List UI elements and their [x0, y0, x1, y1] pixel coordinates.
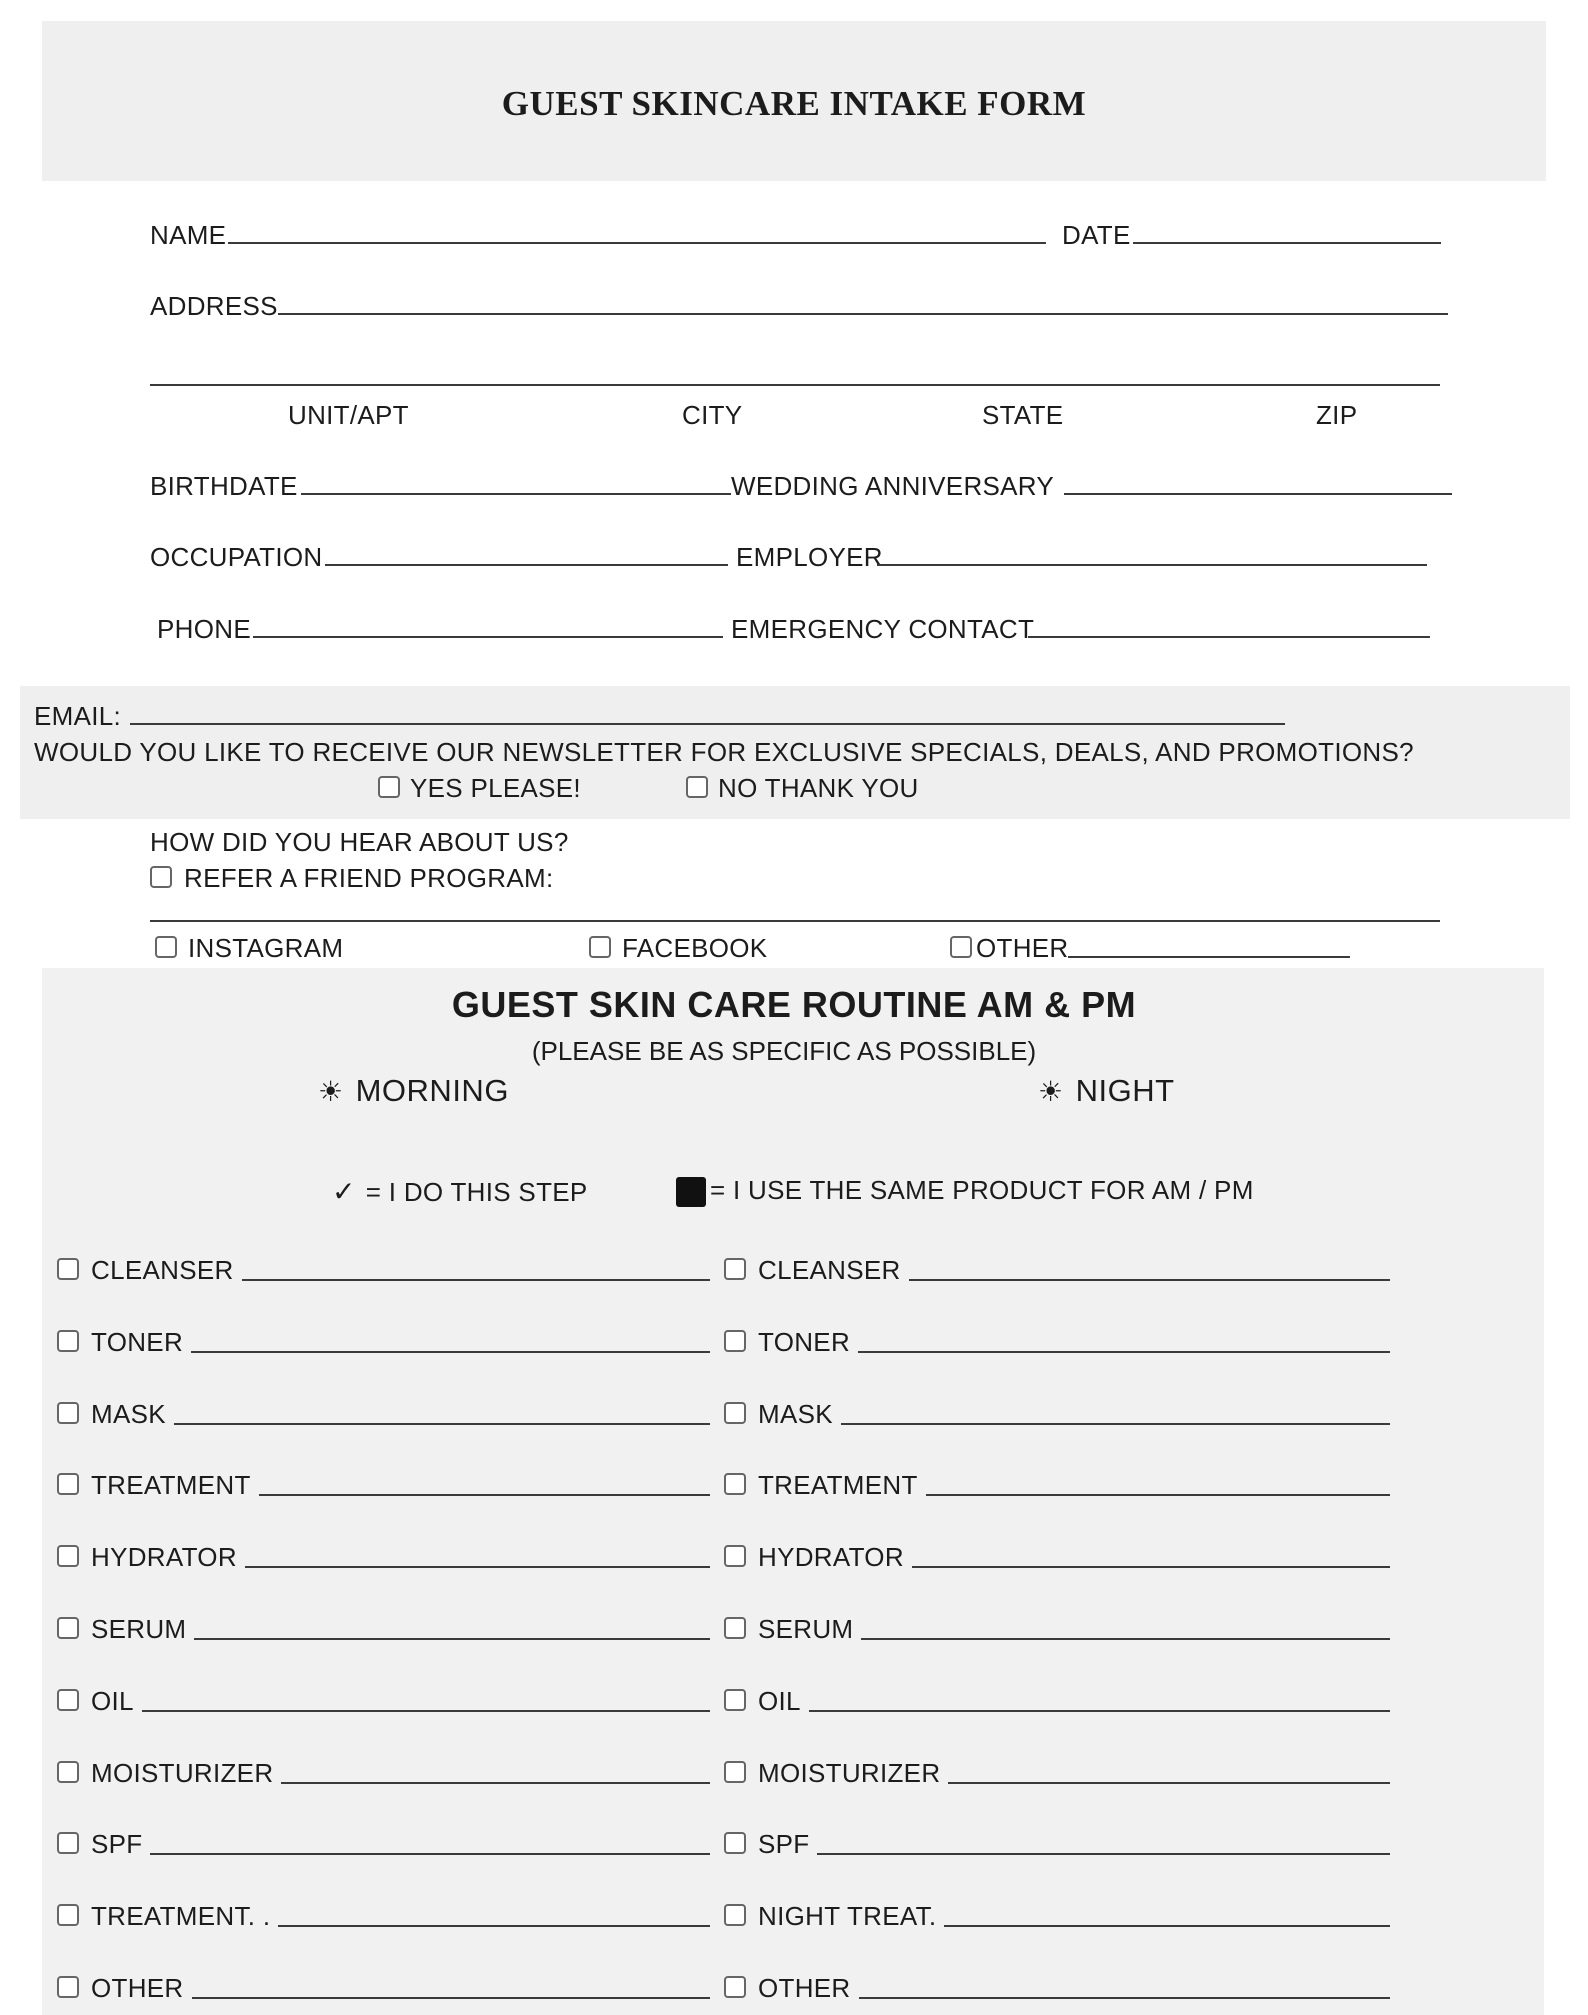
- am-step-field[interactable]: [191, 1351, 710, 1353]
- pm-step-checkbox[interactable]: [724, 1545, 746, 1567]
- other-source-field[interactable]: [1068, 956, 1350, 958]
- am-step-checkbox[interactable]: [57, 1473, 79, 1495]
- routine-subtitle: (PLEASE BE AS SPECIFIC AS POSSIBLE): [531, 1036, 1037, 1066]
- pm-step-label: TREATMENT: [758, 1470, 918, 1501]
- pm-step-label: CLEANSER: [758, 1255, 901, 1285]
- night-label: NIGHT: [1075, 1073, 1175, 1108]
- pm-step-field[interactable]: [809, 1710, 1390, 1712]
- am-step-checkbox[interactable]: [57, 1545, 79, 1567]
- pm-step-checkbox[interactable]: [724, 1976, 746, 1998]
- am-step-field[interactable]: [259, 1494, 710, 1496]
- pm-step-field[interactable]: [859, 1997, 1391, 1999]
- filled-square-icon: [676, 1177, 706, 1207]
- facebook-checkbox[interactable]: [589, 936, 611, 958]
- am-step-label: MOISTURIZER: [91, 1757, 274, 1788]
- newsletter-no-label: NO THANK YOU: [718, 773, 919, 803]
- am-step-label: HYDRATOR: [91, 1542, 237, 1573]
- pm-step-field[interactable]: [909, 1279, 1390, 1281]
- am-step-label: TREATMENT: [91, 1470, 251, 1501]
- refer-friend-checkbox[interactable]: [150, 866, 172, 888]
- pm-step-checkbox[interactable]: [724, 1617, 746, 1639]
- am-step-field[interactable]: [278, 1925, 710, 1927]
- referral-question: HOW DID YOU HEAR ABOUT US?: [150, 827, 569, 857]
- employer-label: EMPLOYER: [736, 542, 883, 572]
- pm-step-label: TONER: [758, 1326, 851, 1357]
- pm-step-checkbox[interactable]: [724, 1402, 746, 1424]
- pm-step-label: NIGHT TREAT.: [758, 1901, 937, 1932]
- pm-step-checkbox[interactable]: [724, 1904, 746, 1926]
- refer-friend-label: REFER A FRIEND PROGRAM:: [184, 863, 554, 893]
- am-step-field[interactable]: [194, 1638, 710, 1640]
- am-step-field[interactable]: [142, 1710, 710, 1712]
- phone-field[interactable]: [253, 636, 723, 638]
- pm-step-field[interactable]: [841, 1423, 1390, 1425]
- page-title: GUEST SKINCARE INTAKE FORM: [501, 84, 1087, 123]
- legend-check-text: = I DO THIS STEP: [365, 1177, 588, 1207]
- occupation-label: OCCUPATION: [150, 542, 323, 572]
- am-step-label: CLEANSER: [91, 1255, 234, 1285]
- pm-step-checkbox[interactable]: [724, 1832, 746, 1854]
- city-label: CITY: [682, 400, 743, 430]
- anniversary-field[interactable]: [1064, 493, 1452, 495]
- am-step-field[interactable]: [174, 1423, 710, 1425]
- other-source-label: OTHER: [976, 933, 1069, 963]
- pm-step-checkbox[interactable]: [724, 1473, 746, 1495]
- legend-same: [676, 1175, 1254, 1207]
- newsletter-yes-checkbox[interactable]: [378, 776, 400, 798]
- am-step-checkbox[interactable]: [57, 1330, 79, 1352]
- instagram-label: INSTAGRAM: [188, 933, 344, 963]
- morning-label: MORNING: [355, 1073, 509, 1108]
- am-step-checkbox[interactable]: [57, 1832, 79, 1854]
- pm-step-field[interactable]: [861, 1638, 1390, 1640]
- pm-step-label: MOISTURIZER: [758, 1757, 941, 1788]
- pm-step-label: OTHER: [758, 1973, 851, 2003]
- emergency-label: EMERGENCY CONTACT: [731, 614, 1035, 644]
- am-step-label: TONER: [91, 1326, 184, 1357]
- pm-step-field[interactable]: [944, 1925, 1390, 1927]
- name-label: NAME: [150, 220, 227, 250]
- date-label: DATE: [1062, 220, 1131, 250]
- am-step-checkbox[interactable]: [57, 1617, 79, 1639]
- address-line-2-field[interactable]: [150, 384, 1440, 386]
- employer-field[interactable]: [877, 564, 1427, 566]
- refer-friend-field[interactable]: [150, 920, 1440, 922]
- am-step-label: SERUM: [91, 1614, 187, 1644]
- other-source-checkbox[interactable]: [950, 936, 972, 958]
- sun-icon: ☀: [318, 1076, 344, 1107]
- night-heading: [1038, 1073, 1175, 1109]
- newsletter-no-checkbox[interactable]: [686, 776, 708, 798]
- date-field[interactable]: [1133, 242, 1441, 244]
- am-step-label: TREATMENT. .: [91, 1901, 271, 1932]
- am-step-label: OTHER: [91, 1973, 184, 2003]
- pm-step-label: OIL: [758, 1685, 801, 1716]
- pm-step-checkbox[interactable]: [724, 1258, 746, 1280]
- birthdate-label: BIRTHDATE: [150, 471, 298, 501]
- am-step-field[interactable]: [192, 1997, 711, 1999]
- am-step-label: MASK: [91, 1398, 166, 1429]
- address-label: ADDRESS: [150, 291, 278, 321]
- name-field[interactable]: [228, 242, 1046, 244]
- pm-step-checkbox[interactable]: [724, 1330, 746, 1352]
- routine-title: GUEST SKIN CARE ROUTINE AM & PM: [451, 984, 1137, 1025]
- checkmark-icon: ✓: [332, 1176, 356, 1207]
- pm-step-field[interactable]: [858, 1351, 1390, 1353]
- newsletter-question: WOULD YOU LIKE TO RECEIVE OUR NEWSLETTER FOR EXCLUSIVE SPECIALS, DEALS, AND PROMOTIONS?: [34, 737, 1414, 767]
- newsletter-yes-label: YES PLEASE!: [410, 773, 581, 803]
- am-step-field[interactable]: [245, 1566, 710, 1568]
- address-field[interactable]: [278, 313, 1448, 315]
- email-label: EMAIL:: [34, 701, 122, 731]
- emergency-field[interactable]: [1028, 636, 1430, 638]
- am-step-label: OIL: [91, 1685, 134, 1716]
- phone-label: PHONE: [157, 614, 251, 644]
- am-step-field[interactable]: [150, 1853, 710, 1855]
- occupation-field[interactable]: [325, 564, 728, 566]
- pm-step-field[interactable]: [817, 1853, 1390, 1855]
- sun-icon: ☀: [1038, 1076, 1064, 1107]
- pm-step-checkbox[interactable]: [724, 1761, 746, 1783]
- state-label: STATE: [982, 400, 1064, 430]
- email-field[interactable]: [130, 723, 1285, 725]
- zip-label: ZIP: [1316, 400, 1358, 430]
- pm-step-checkbox[interactable]: [724, 1689, 746, 1711]
- am-step-field[interactable]: [281, 1782, 710, 1784]
- pm-step-label: SERUM: [758, 1614, 854, 1644]
- pm-step-label: SPF: [758, 1829, 810, 1860]
- am-step-checkbox[interactable]: [57, 1976, 79, 1998]
- am-step-checkbox[interactable]: [57, 1402, 79, 1424]
- pm-step-label: MASK: [758, 1398, 833, 1429]
- legend-same-text: = I USE THE SAME PRODUCT FOR AM / PM: [710, 1175, 1254, 1205]
- am-step-checkbox[interactable]: [57, 1761, 79, 1783]
- legend-check: [332, 1175, 588, 1208]
- facebook-label: FACEBOOK: [622, 933, 768, 963]
- am-step-checkbox[interactable]: [57, 1904, 79, 1926]
- pm-step-label: HYDRATOR: [758, 1542, 904, 1573]
- pm-step-field[interactable]: [912, 1566, 1390, 1568]
- am-step-checkbox[interactable]: [57, 1258, 79, 1280]
- am-step-checkbox[interactable]: [57, 1689, 79, 1711]
- instagram-checkbox[interactable]: [155, 936, 177, 958]
- anniversary-label: WEDDING ANNIVERSARY: [731, 471, 1055, 501]
- morning-heading: [318, 1073, 509, 1109]
- am-step-field[interactable]: [242, 1279, 710, 1281]
- am-step-label: SPF: [91, 1829, 143, 1860]
- pm-step-field[interactable]: [948, 1782, 1390, 1784]
- unit-label: UNIT/APT: [288, 400, 409, 430]
- pm-step-field[interactable]: [926, 1494, 1390, 1496]
- birthdate-field[interactable]: [301, 493, 731, 495]
